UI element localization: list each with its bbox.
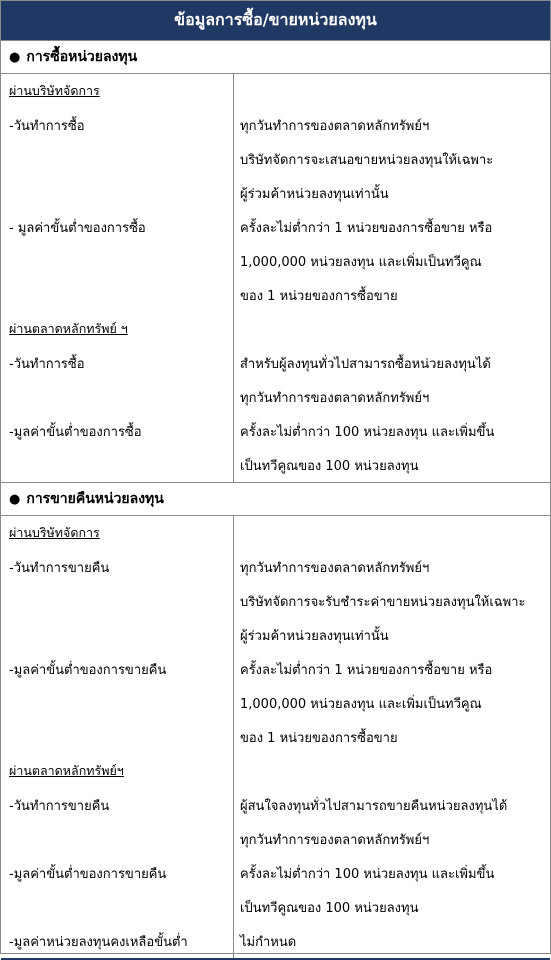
purchase-value-line [234,74,550,108]
purchase-value-line: เป็นทวีคูณของ 100 หน่วยลงทุน [240,458,419,474]
purchase-left-blank [1,448,233,482]
purchase-value-line: 1,000,000 หน่วยลงทุน และเพิ่มเป็นทวีคูณ [240,254,482,270]
redemption-section-heading [1,483,550,516]
table-title: ข้อมูลการซื้อ/ขายหน่วยลงทุน [1,1,550,41]
redemption-exchange-day-label: -วันทำการขายคืน [9,798,110,814]
redemption-exchange-min-label: -มูลค่าขั้นต่ำของการขายคืน [9,866,167,882]
purchase-section-heading [1,41,550,74]
purchase-right-column [234,74,550,482]
purchase-company-day-label: -วันทำการซื้อ [9,118,85,134]
redemption-left-blank [1,686,233,720]
redemption-value-line: ของ 1 หน่วยของการซื้อขาย [240,730,398,746]
purchase-exchange-day-label: -วันทำการซื้อ [9,356,85,372]
redemption-value-line [234,516,550,550]
purchase-left-blank [1,278,233,312]
purchase-value-line: ครั้งละไม่ต่ำกว่า 100 หน่วยลงทุน และเพิ่มขึ้น [240,424,495,440]
purchase-value-line: ครั้งละไม่ต่ำกว่า 1 หน่วยของการซื้อขาย หรือ [240,220,493,236]
purchase-value-line [234,312,550,346]
purchase-channel-company: ผ่านบริษัทจัดการ [9,83,100,98]
purchase-heading-text: การซื้อหน่วยลงทุน [26,49,138,65]
redemption-value-line: เป็นทวีคูณของ 100 หน่วยลงทุน [240,900,419,916]
redemption-left-blank [1,720,233,754]
redemption-value-line [234,754,550,788]
redemption-company-min-label: -มูลค่าขั้นต่ำของการขายคืน [9,662,167,678]
purchase-value-line: ทุกวันทำการของตลาดหลักทรัพย์ฯ [240,118,430,134]
redemption-min-balance-label: -มูลค่าหน่วยลงทุนคงเหลือขั้นต่ำ [9,934,188,950]
bullet-icon: ● [9,49,21,65]
redemption-value-line: ไม่กำหนด [240,934,297,950]
purchase-exchange-min-label: -มูลค่าขั้นต่ำของการซื้อ [9,424,142,440]
redemption-value-line: ทุกวันทำการของตลาดหลักทรัพย์ฯ [240,560,430,576]
purchase-value-line: ทุกวันทำการของตลาดหลักทรัพย์ฯ [240,390,430,406]
redemption-right-column [234,516,550,958]
redemption-left-column [1,516,234,958]
purchase-value-line: บริษัทจัดการจะเสนอขายหน่วยลงทุนให้เฉพาะ [240,152,494,168]
bullet-icon: ● [9,491,21,507]
redemption-section-body [1,516,550,960]
redemption-value-line: ครั้งละไม่ต่ำกว่า 1 หน่วยของการซื้อขาย หรือ [240,662,493,678]
redemption-value-line: ผู้ร่วมค้าหน่วยลงทุนเท่านั้น [240,628,389,644]
redemption-left-blank [1,618,233,652]
redemption-left-blank [1,584,233,618]
redemption-value-line: 1,000,000 หน่วยลงทุน และเพิ่มเป็นทวีคูณ [240,696,482,712]
purchase-left-column [1,74,234,482]
redemption-value-line: ครั้งละไม่ต่ำกว่า 100 หน่วยลงทุน และเพิ่มขึ้น [240,866,495,882]
purchase-company-min-label: - มูลค่าขั้นต่ำของการซื้อ [9,220,146,236]
redemption-left-blank [1,890,233,924]
purchase-left-blank [1,176,233,210]
redemption-value-line: ทุกวันทำการของตลาดหลักทรัพย์ฯ [240,832,430,848]
redemption-channel-company: ผ่านบริษัทจัดการ [9,525,100,540]
redemption-value-line: บริษัทจัดการจะรับชำระค่าขายหน่วยลงทุนให้เฉพาะ [240,594,526,610]
redemption-value-line: ผู้สนใจลงทุนทั่วไปสามารถขายคืนหน่วยลงทุนได้ [240,798,508,814]
redemption-channel-exchange: ผ่านตลาดหลักทรัพย์ฯ [9,763,124,778]
redemption-left-blank [1,822,233,856]
purchase-section-body [1,74,550,483]
purchase-left-blank [1,380,233,414]
purchase-value-line: ผู้ร่วมค้าหน่วยลงทุนเท่านั้น [240,186,389,202]
redemption-heading-text: การขายคืนหน่วยลงทุน [26,491,164,507]
purchase-value-line: ของ 1 หน่วยของการซื้อขาย [240,288,398,304]
purchase-left-blank [1,142,233,176]
purchase-left-blank [1,244,233,278]
purchase-value-line: สำหรับผู้ลงทุนทั่วไปสามารถซื้อหน่วยลงทุนได้ [240,356,491,372]
redemption-company-day-label: -วันทำการขายคืน [9,560,110,576]
purchase-channel-exchange: ผ่านตลาดหลักทรัพย์ ฯ [9,321,128,336]
